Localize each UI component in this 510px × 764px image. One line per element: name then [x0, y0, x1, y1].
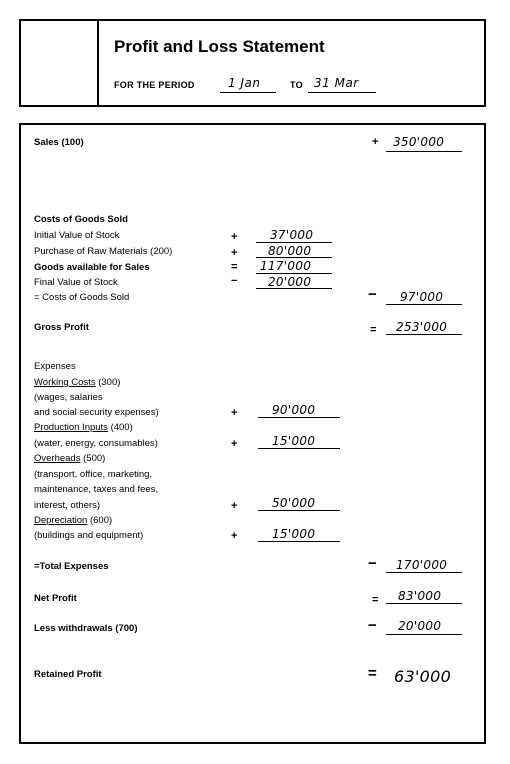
depreciation-code: (600)	[87, 515, 113, 526]
header-box	[19, 19, 486, 107]
cogs-final-underline	[256, 288, 332, 289]
period-to: 31 Mar	[314, 76, 359, 90]
overheads-desc-3: interest, others)	[34, 500, 100, 511]
cogs-total-underline	[386, 304, 462, 305]
retained-label: Retained Profit	[34, 669, 102, 680]
sales-underline	[386, 151, 462, 152]
working-title-line	[34, 377, 120, 388]
working-amount: 90'000	[272, 403, 316, 417]
cogs-final-label: Final Value of Stock	[34, 277, 118, 288]
cogs-final-amount: 20'000	[268, 275, 312, 289]
logo-box	[21, 21, 99, 105]
working-op: +	[231, 407, 238, 419]
production-op: +	[231, 438, 238, 450]
gross-underline	[386, 334, 462, 335]
overheads-code: (500)	[80, 453, 106, 464]
depreciation-amount: 15'000	[272, 527, 316, 541]
depreciation-desc-1: (buildings and equipment)	[34, 530, 144, 541]
sales-label: Sales (100)	[34, 137, 84, 148]
overheads-amount: 50'000	[272, 496, 316, 510]
total-expenses-op: −	[368, 555, 377, 572]
working-code: (300)	[95, 377, 121, 388]
depreciation-underline	[258, 541, 340, 542]
gross-label: Gross Profit	[34, 322, 89, 333]
depreciation-title: Depreciation	[34, 515, 88, 526]
total-expenses-underline	[386, 572, 462, 573]
overheads-title: Overheads	[34, 453, 81, 464]
overheads-underline	[258, 510, 340, 511]
production-title-line	[34, 422, 133, 433]
sales-op: +	[372, 136, 379, 148]
cogs-initial-underline	[256, 242, 332, 243]
overheads-op: +	[231, 500, 238, 512]
cogs-initial-amount: 37'000	[270, 228, 314, 242]
cogs-available-label: Goods available for Sales	[34, 262, 150, 273]
cogs-available-underline	[256, 273, 332, 274]
working-desc-2: and social security expenses)	[34, 407, 159, 418]
period-from-underline	[220, 92, 276, 93]
period-label: FOR THE PERIOD	[114, 80, 195, 90]
working-title: Working Costs	[34, 377, 96, 388]
cogs-purchase-op: +	[231, 247, 238, 259]
cogs-final-op: −	[231, 275, 238, 287]
sales-amount: 350'000	[393, 135, 445, 149]
cogs-purchase-underline	[256, 257, 332, 258]
production-title: Production Inputs	[34, 422, 108, 433]
net-profit-amount: 83'000	[398, 589, 442, 603]
net-profit-label: Net Profit	[34, 593, 77, 604]
working-desc-1: (wages, salaries	[34, 392, 103, 403]
cogs-purchase-label: Purchase of Raw Materials (200)	[34, 246, 173, 257]
production-code: (400)	[107, 422, 133, 433]
depreciation-title-line	[34, 515, 112, 526]
net-profit-op: =	[372, 594, 379, 606]
cogs-total-amount: 97'000	[400, 290, 444, 304]
cogs-total-label: = Costs of Goods Sold	[34, 292, 130, 303]
overheads-desc-2: maintenance, taxes and fees,	[34, 484, 159, 495]
period-to-label: TO	[290, 80, 303, 90]
gross-amount: 253'000	[396, 320, 448, 334]
expenses-heading: Expenses	[34, 361, 76, 372]
cogs-initial-op: +	[231, 231, 238, 243]
cogs-heading: Costs of Goods Sold	[34, 214, 128, 225]
retained-amount: 63'000	[394, 667, 452, 686]
cogs-initial-label: Initial Value of Stock	[34, 230, 120, 241]
cogs-available-amount: 117'000	[260, 259, 312, 273]
overheads-title-line	[34, 453, 105, 464]
period-from: 1 Jan	[228, 76, 261, 90]
production-underline	[258, 448, 340, 449]
working-underline	[258, 417, 340, 418]
gross-op: =	[370, 324, 377, 336]
total-expenses-amount: 170'000	[396, 558, 448, 572]
withdrawals-label: Less withdrawals (700)	[34, 623, 138, 634]
cogs-available-op: =	[231, 261, 238, 273]
period-to-underline	[308, 92, 376, 93]
total-expenses-label: =Total Expenses	[34, 561, 109, 572]
production-amount: 15'000	[272, 434, 316, 448]
net-profit-underline	[386, 603, 462, 604]
production-desc-1: (water, energy, consumables)	[34, 438, 158, 449]
overheads-desc-1: (transport, office, marketing,	[34, 469, 153, 480]
cogs-purchase-amount: 80'000	[268, 244, 312, 258]
withdrawals-op: −	[368, 617, 377, 634]
page-title: Profit and Loss Statement	[114, 37, 325, 56]
withdrawals-underline	[386, 634, 462, 635]
withdrawals-amount: 20'000	[398, 619, 442, 633]
depreciation-op: +	[231, 530, 238, 542]
cogs-total-op: −	[368, 286, 377, 303]
retained-op: =	[368, 665, 377, 682]
